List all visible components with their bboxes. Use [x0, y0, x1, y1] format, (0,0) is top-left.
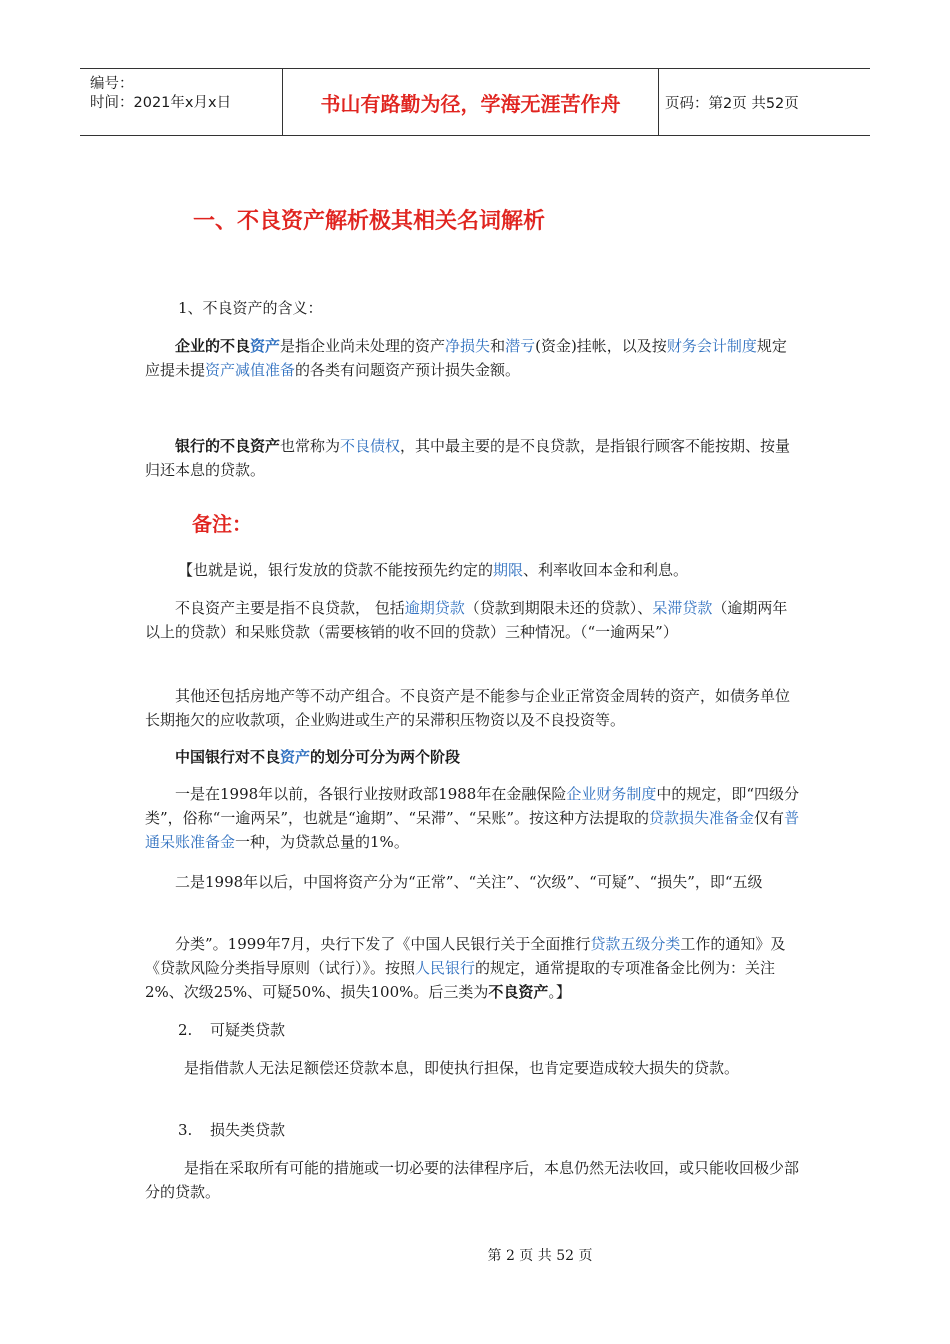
link-asset-2[interactable]: 资产: [280, 748, 311, 766]
stage-one-paragraph: 一是在1998年以前，各银行业按财政部1988年在金融保险企业财务制度中的规定，即“四级分类”，俗称“一逾两呆”，也就是“逾期”、“呆滞”、“呆账”。按这种方法提取的贷款损失准备金仅有普通呆账准备金一种，为贷款总量的1%。: [145, 785, 800, 851]
link-hidden-loss[interactable]: 潜亏: [505, 337, 536, 355]
stage-two-paragraph-b: 分类”。1999年7月，央行下发了《中国人民银行关于全面推行贷款五级分类工作的通知》及《贷款风险分类指导原则（试行）》。按照人民银行的规定，通常提取的专项准备金比例为：关注2%、次级25%、可疑50%、损失100%。后三类为不良资产。】: [145, 935, 786, 1001]
section-title: 一、不良资产解析极其相关名词解析: [193, 209, 546, 234]
item-2-description: 是指借款人无法足额偿还贷款本息，即使执行担保，也肯定要造成较大损失的贷款。: [184, 1059, 740, 1077]
link-peoples-bank[interactable]: 人民银行: [415, 959, 476, 977]
link-asset[interactable]: 资产: [250, 337, 281, 355]
header-page-info: 页码：第2页 共52页: [665, 95, 799, 112]
note-paragraph-1: 【也就是说，银行发放的贷款不能按预先约定的期限、利率收回本金和利息。: [178, 561, 689, 579]
link-impairment-reserve[interactable]: 资产减值准备: [205, 361, 296, 379]
header-meta-cell: [80, 69, 283, 135]
link-loan-loss-reserve[interactable]: 贷款损失准备金: [649, 809, 755, 827]
note-paragraph-2: 不良资产主要是指不良贷款， 包括逾期贷款（贷款到期限未还的贷款）、呆滞贷款（逾期两年以上的贷款）和呆账贷款（需要核销的收不回的贷款）三种情况。（“一逾两呆”）: [145, 599, 788, 641]
link-overdue-loan[interactable]: 逾期贷款: [404, 599, 465, 617]
link-term[interactable]: 期限: [493, 561, 524, 579]
header-table: [80, 68, 870, 136]
link-accounting-system[interactable]: 财务会计制度: [666, 337, 757, 355]
item-2-heading: 2. 可疑类贷款: [178, 1021, 286, 1039]
link-general-reserve[interactable]: 普通呆账准备金: [145, 809, 800, 851]
note-paragraph-3: 其他还包括房地产等不动产组合。不良资产是不能参与企业正常资金周转的资产，如债务单位长期拖欠的应收款项，企业购进或生产的呆滞积压物资以及不良投资等。: [145, 687, 791, 729]
time-label: 时间：2021年x月x日: [90, 95, 232, 111]
item-3-description: 是指在采取所有可能的措施或一切必要的法律程序后，本息仍然无法收回，或只能收回极少部分的贷款。: [145, 1159, 800, 1201]
item-3-heading: 3. 损失类贷款: [178, 1121, 286, 1139]
link-net-loss[interactable]: 净损失: [445, 337, 491, 355]
link-bad-debt[interactable]: 不良债权: [340, 437, 401, 455]
link-five-level-classification[interactable]: 贷款五级分类: [590, 935, 681, 953]
page-footer: 第 2 页 共 52 页: [487, 1248, 593, 1264]
code-label: 编号：: [90, 76, 134, 92]
note-title: 备注：: [192, 512, 252, 536]
enterprise-paragraph: 企业的不良资产是指企业尚未处理的资产净损失和潜亏(资金)挂帐，以及按财务会计制度规定应提未提资产减值准备的各类有问题资产预计损失金额。: [145, 337, 787, 379]
link-enterprise-finance-system[interactable]: 企业财务制度: [566, 785, 657, 803]
bank-paragraph: 银行的不良资产也常称为不良债权，其中最主要的是不良贷款，是指银行顾客不能按期、按量归还本息的贷款。: [145, 437, 791, 479]
stage-two-paragraph-a: 二是1998年以后，中国将资产分为“正常”、“关注”、“次级”、“可疑”、“损失”，即“五级: [175, 873, 763, 891]
definition-heading: 1、不良资产的含义：: [178, 299, 323, 317]
boc-heading: 中国银行对不良资产的划分可分为两个阶段: [175, 748, 461, 766]
link-sluggish-loan[interactable]: 呆滞贷款: [652, 599, 713, 617]
header-motto: 书山有路勤为径，学海无涯苦作舟: [283, 69, 659, 135]
